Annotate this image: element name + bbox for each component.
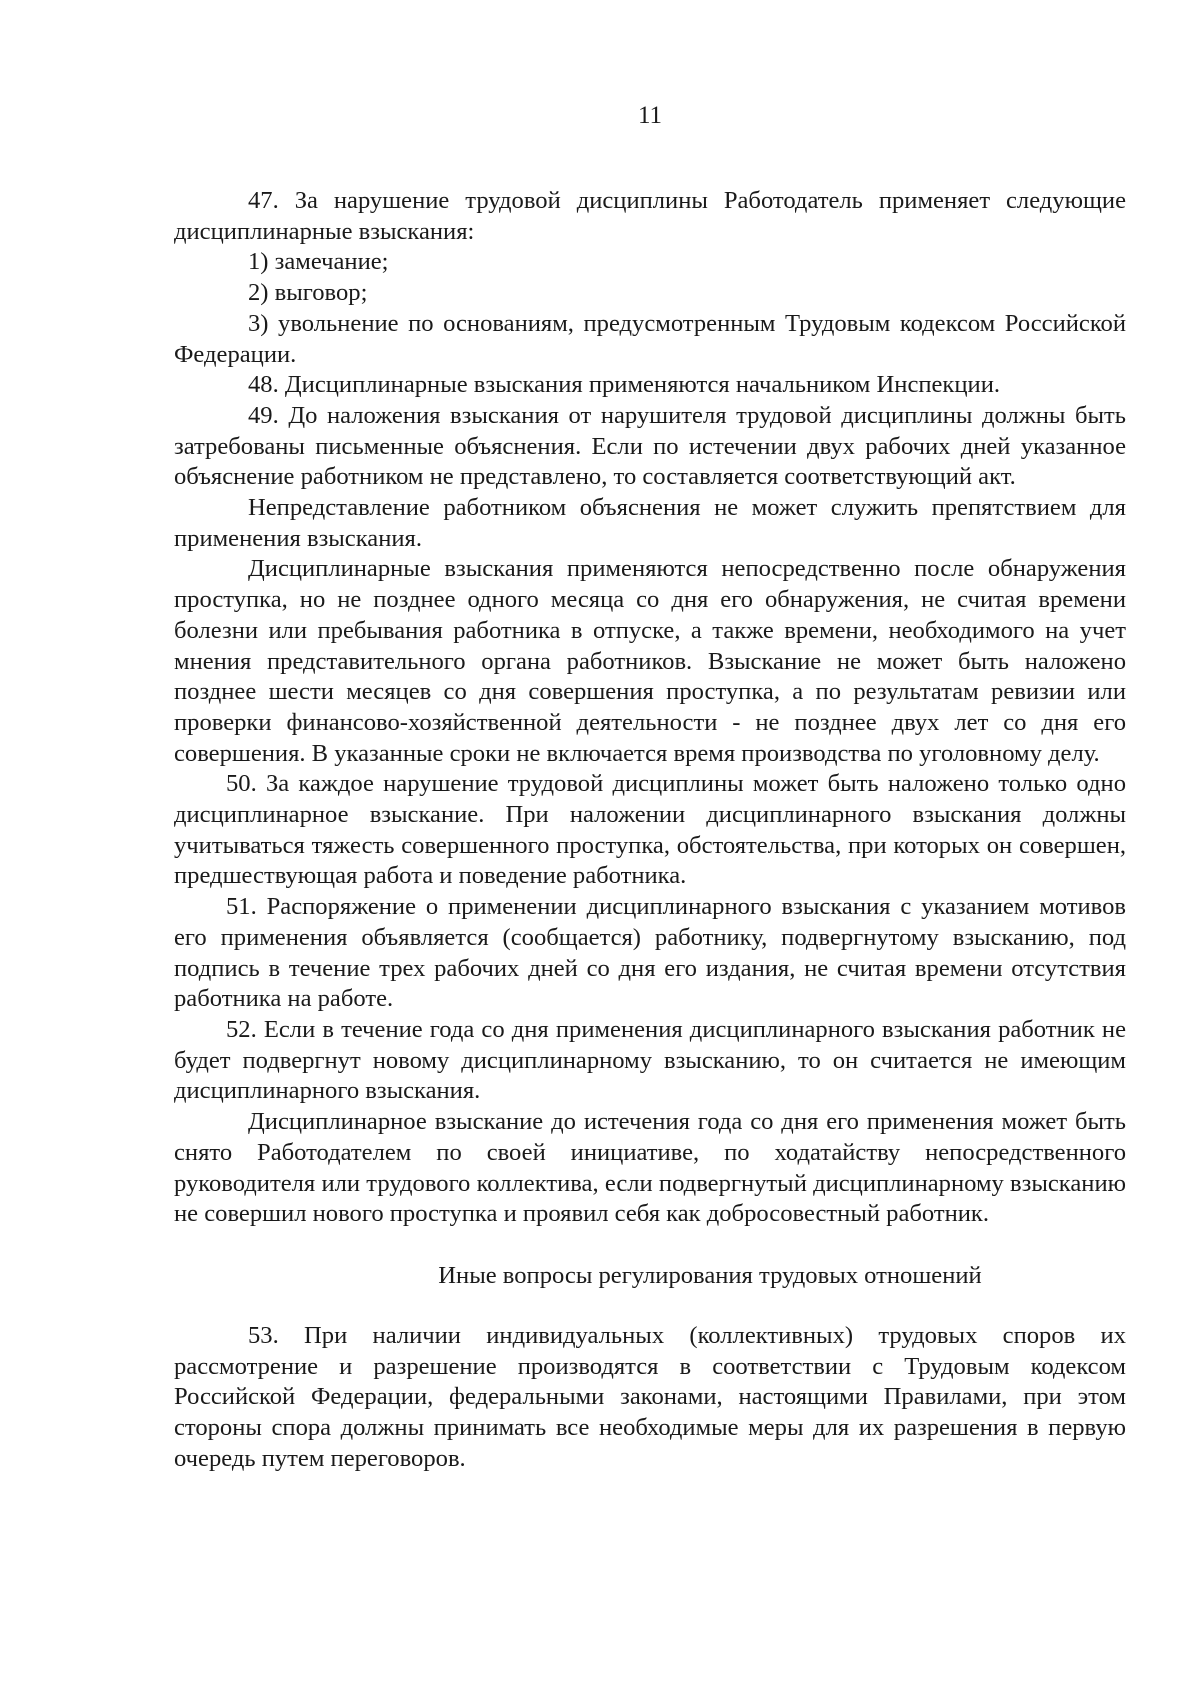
paragraph-51: 51. Распоряжение о применении дисциплинарного взыскания с указанием мотивов его применения объявляется (сообщается) работнику, подвергнутому взысканию, под подпись в течение трех рабочих дней со дня его издания, не считая времени отсутствия работника на работе.	[174, 893, 1126, 1013]
paragraph-50: 50. За каждое нарушение трудовой дисциплины может быть наложено только одно дисциплинарное взыскание. При наложении дисциплинарного взыскания должны учитываться тяжесть совершенного проступка, обстоятельства, при которых он совершен, предшествующая работа и поведение работника.	[174, 770, 1126, 890]
page-number: 11	[637, 102, 663, 129]
list-item-1: 1) замечание;	[248, 248, 389, 276]
paragraph-49-continued: Непредставление работником объяснения не может служить препятствием для применения взыскания.	[174, 494, 1126, 552]
paragraph-53: 53. При наличии индивидуальных (коллективных) трудовых споров их рассмотрение и разрешение производятся в соответствии с Трудовым кодексом Российской Федерации, федеральными законами, настоящими Правилами, при этом стороны спора должны принимать все необходимые меры для их разрешения в первую очередь путем переговоров.	[174, 1321, 1126, 1472]
paragraphs-before-heading	[174, 186, 1126, 1230]
paragraph-52-continued: Дисциплинарное взыскание до истечения года со дня его применения может быть снято Работодателем по своей инициативе, по ходатайству непосредственного руководителя или трудового коллектива, если подвергнутый дисциплинарному взысканию не совершил нового проступка и проявил себя как добросовестный работник.	[174, 1108, 1126, 1228]
section-heading: Иные вопросы регулирования трудовых отношений	[438, 1261, 982, 1289]
paragraphs-after-heading	[174, 1321, 1126, 1475]
list-item-3: 3) увольнение по основаниям, предусмотренным Трудовым кодексом Российской Федерации.	[174, 309, 1126, 368]
paragraph-52: 52. Если в течение года со дня применения дисциплинарного взыскания работник не будет подвергнут новому дисциплинарному взысканию, то он считается не имеющим дисциплинарного взыскания.	[174, 1015, 1126, 1105]
paragraph-49: 49. До наложения взыскания от нарушителя трудовой дисциплины должны быть затребованы письменные объяснения. Если по истечении двух рабочих дней указанное объяснение работником не представлено, то составляется соответствующий акт.	[174, 401, 1126, 491]
paragraph-49-terms: Дисциплинарные взыскания применяются непосредственно после обнаружения проступка, но не позднее одного месяца со дня его обнаружения, не считая времени болезни или пребывания работника в отпуске, а также времени, необходимого на учет мнения представительного органа работников. Взыскание не может быть наложено позднее шести месяцев со дня совершения проступка, а по результатам ревизии или проверки финансово-хозяйственной деятельности - не позднее двух лет со дня его совершения. В указанные сроки не включается время производства по уголовному делу.	[174, 555, 1126, 767]
list-item-2: 2) выговор;	[248, 279, 368, 307]
paragraph-48: 48. Дисциплинарные взыскания применяются начальником Инспекции.	[248, 371, 1001, 399]
document-body	[174, 186, 1126, 1474]
paragraph-47: 47. За нарушение трудовой дисциплины Работодатель применяет следующие дисциплинарные взыскания:	[174, 187, 1126, 245]
